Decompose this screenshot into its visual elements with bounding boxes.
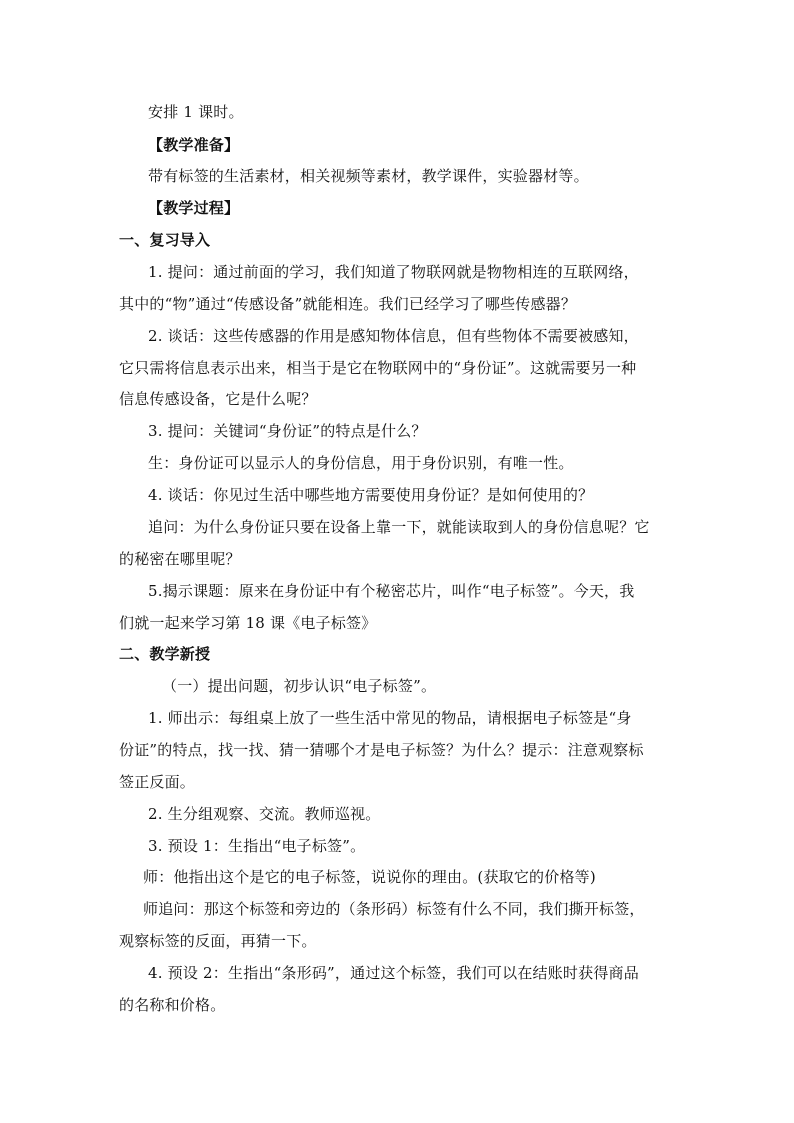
paragraph-line: 4. 预设 2：生指出“条形码”，通过这个标签，我们可以在结账时获得商品 xyxy=(148,964,639,982)
paragraph-line: 安排 1 课时。 xyxy=(148,103,244,121)
paragraph-line: 3. 提问：关键词“身份证”的特点是什么？ xyxy=(148,422,427,440)
paragraph-line: （一）提出问题，初步认识“电子标签”。 xyxy=(162,677,437,695)
paragraph-line: 的秘密在哪里呢？ xyxy=(119,550,241,568)
paragraph-line: 信息传感设备，它是什么呢？ xyxy=(119,390,317,408)
paragraph-line: 们就一起来学习第 18 课《电子标签》 xyxy=(119,614,377,632)
paragraph-line: 5.揭示课题：原来在身份证中有个秘密芯片，叫作“电子标签”。今天，我 xyxy=(148,582,635,600)
paragraph-line: 观察标签的反面，再猜一下。 xyxy=(119,932,317,950)
paragraph-line: 它只需将信息表示出来，相当于是它在物联网中的“身份证”。这就需要另一种 xyxy=(119,359,637,377)
section-heading: 【教学过程】 xyxy=(148,199,240,217)
paragraph-line: 1. 提问：通过前面的学习，我们知道了物联网就是物物相连的互联网络， xyxy=(148,263,639,281)
paragraph-line: 师：他指出这个是它的电子标签，说说你的理由。(获取它的价格等) xyxy=(143,868,596,886)
paragraph-line: 2. 谈话：这些传感器的作用是感知物体信息，但有些物体不需要被感知， xyxy=(148,327,639,345)
section-heading: 一、复习导入 xyxy=(119,231,211,249)
paragraph-line: 带有标签的生活素材，相关视频等素材，教学课件，实验器材等。 xyxy=(148,167,589,185)
paragraph-line: 的名称和价格。 xyxy=(119,996,226,1014)
paragraph-line: 份证”的特点，找一找、猜一猜哪个才是电子标签？为什么？提示：注意观察标 xyxy=(119,741,644,759)
paragraph-line: 生：身份证可以显示人的身份信息，用于身份识别，有唯一性。 xyxy=(148,454,574,472)
paragraph-line: 3. 预设 1：生指出“电子标签”。 xyxy=(148,837,366,855)
section-heading: 【教学准备】 xyxy=(148,136,240,154)
paragraph-line: 4. 谈话：你见过生活中哪些地方需要使用身份证？是如何使用的？ xyxy=(148,486,594,504)
paragraph-line: 2. 生分组观察、交流。教师巡视。 xyxy=(148,805,381,823)
paragraph-line: 师追问：那这个标签和旁边的（条形码）标签有什么不同，我们撕开标签， xyxy=(143,900,645,918)
paragraph-line: 追问：为什么身份证只要在设备上靠一下，就能读取到人的身份信息呢？它 xyxy=(148,518,650,536)
paragraph-line: 1. 师出示：每组桌上放了一些生活中常见的物品，请根据电子标签是“身 xyxy=(148,709,632,727)
paragraph-line: 其中的“物”通过“传感设备”就能相连。我们已经学习了哪些传感器？ xyxy=(119,295,577,313)
paragraph-line: 签正反面。 xyxy=(119,773,196,791)
section-heading: 二、教学新授 xyxy=(119,645,211,663)
